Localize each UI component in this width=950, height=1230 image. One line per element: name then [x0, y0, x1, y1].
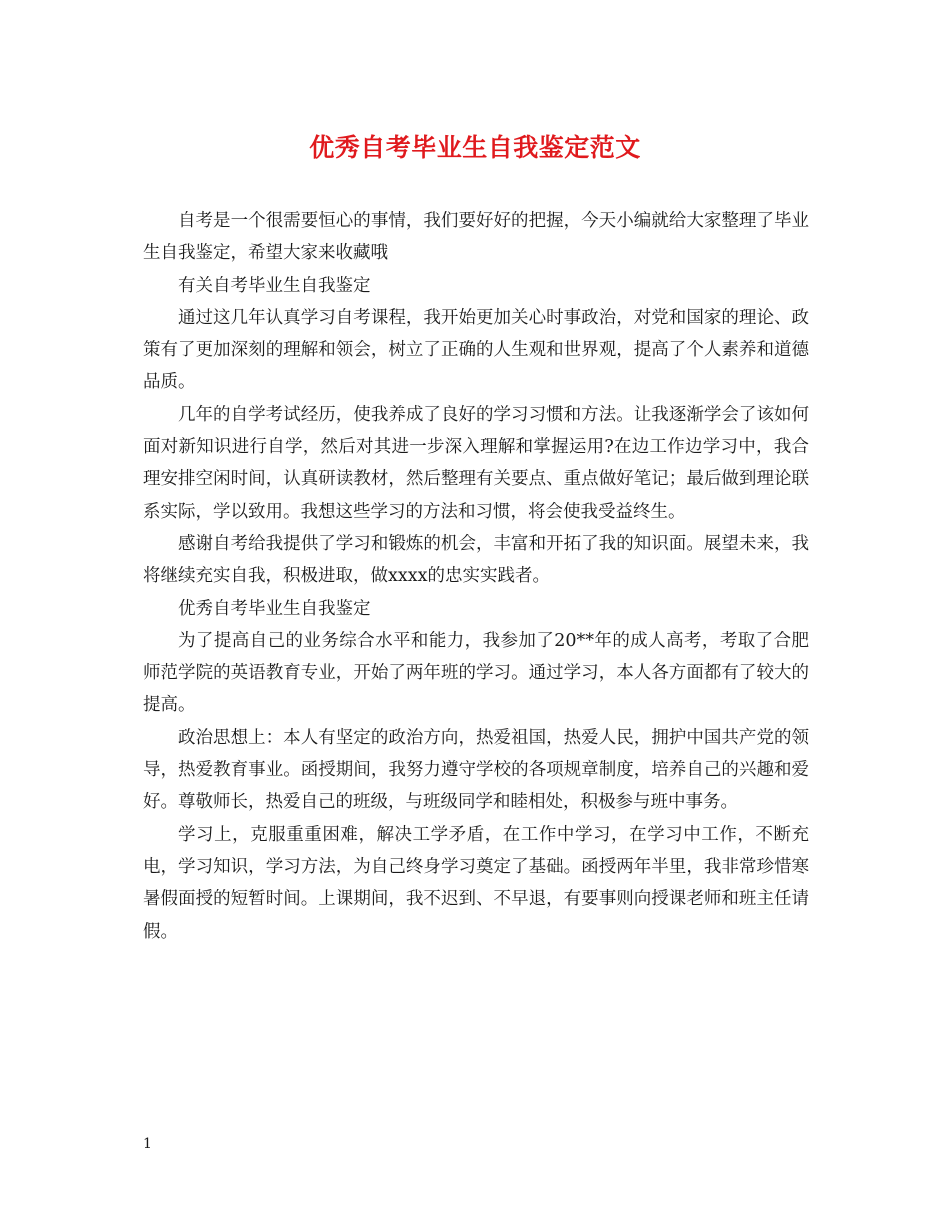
section-heading-1: 有关自考毕业生自我鉴定 [178, 275, 371, 296]
section-heading-2: 优秀自考毕业生自我鉴定 [178, 598, 371, 619]
section2-paragraph: 政治思想上：本人有坚定的政治方向，热爱祖国，热爱人民，拥护中国共产党的领导，热爱教育事业。函授期间，我努力遵守学校的各项规章制度，培养自己的兴趣和爱好。尊敬师长，热爱自己的班级，与班级同学和睦相处，积极参与班中事务。 [143, 727, 809, 813]
document-body [143, 205, 809, 948]
section2-paragraph: 学习上，克服重重困难，解决工学矛盾，在工作中学习，在学习中工作，不断充电，学习知识，学习方法，为自己终身学习奠定了基础。函授两年半里，我非常珍惜寒暑假面授的短暂时间。上课期间，我不迟到、不早退，有要事则向授课老师和班主任请假。 [143, 824, 809, 942]
document-title: 优秀自考毕业生自我鉴定范文 [309, 133, 641, 162]
section1-paragraph: 感谢自考给我提供了学习和锻炼的机会，丰富和开拓了我的知识面。展望未来，我将继续充实自我，积极进取，做xxxx的忠实实践者。 [143, 533, 809, 587]
section1-paragraph: 几年的自学考试经历，使我养成了良好的学习习惯和方法。让我逐渐学会了该如何面对新知识进行自学，然后对其进一步深入理解和掌握运用?在边工作边学习中，我合理安排空闲时间，认真研读教材，然后整理有关要点、重点做好笔记；最后做到理论联系实际，学以致用。我想这些学习的方法和习惯，将会使我受益终生。 [143, 404, 809, 522]
page-number: 1 [143, 1136, 152, 1152]
section1-paragraph: 通过这几年认真学习自考课程，我开始更加关心时事政治，对党和国家的理论、政策有了更加深刻的理解和领会，树立了正确的人生观和世界观，提高了个人素养和道德品质。 [143, 307, 809, 393]
intro-paragraph: 自考是一个很需要恒心的事情，我们要好好的把握，今天小编就给大家整理了毕业生自我鉴定，希望大家来收藏哦 [143, 211, 809, 264]
section2-paragraph: 为了提高自己的业务综合水平和能力，我参加了20**年的成人高考，考取了合肥师范学院的英语教育专业，开始了两年班的学习。通过学习，本人各方面都有了较大的提高。 [143, 630, 809, 716]
